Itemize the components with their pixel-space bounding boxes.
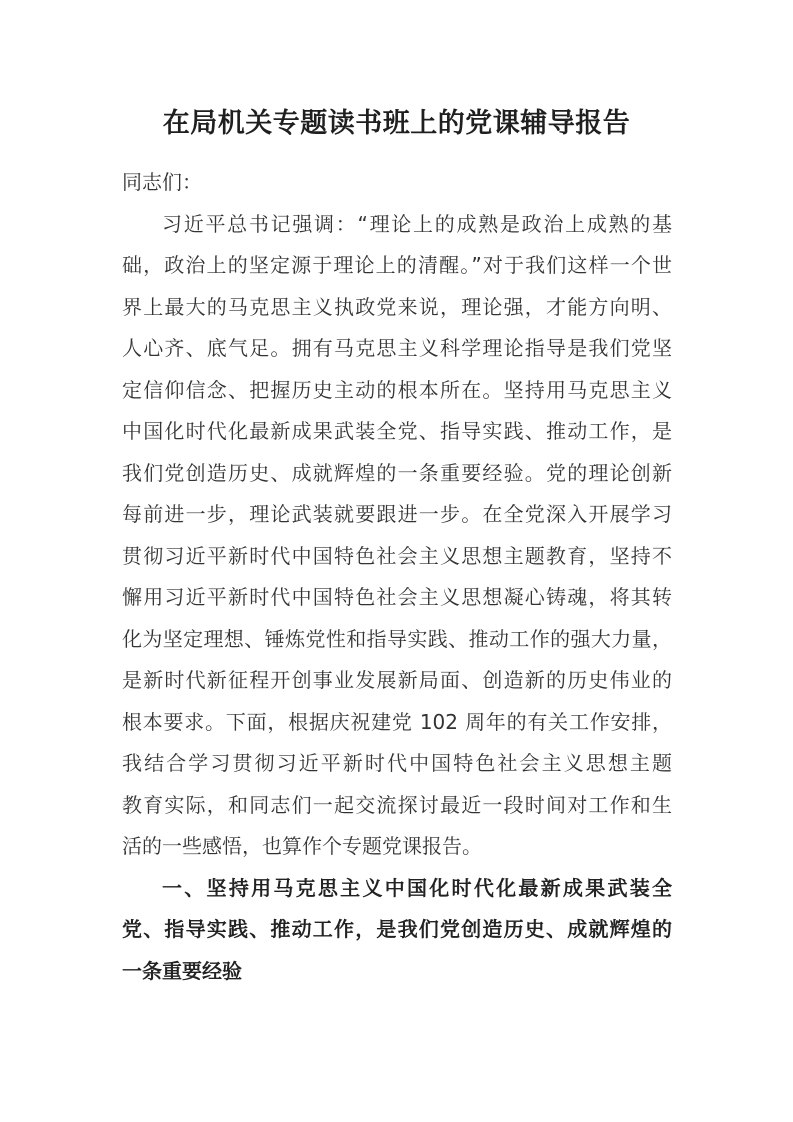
paragraph-line: 活的一些感悟，也算作个专题党课报告。: [122, 834, 482, 858]
paragraph-line: 教育实际，和同志们一起交流探讨最近一段时间对工作和生: [122, 793, 672, 817]
paragraph-line: 中国化时代化最新成果武装全党、指导实践、推动工作，是: [122, 419, 672, 443]
section-heading-line: 一条重要经验: [122, 959, 242, 983]
paragraph-line: 界上最大的马克思主义执政党来说，理论强，才能方向明、: [122, 295, 672, 319]
paragraph-line: 是新时代新征程开创事业发展新局面、创造新的历史伟业的: [122, 668, 672, 692]
paragraph-line: 贯彻习近平新时代中国特色社会主义思想主题教育，坚持不: [122, 544, 672, 568]
paragraph-line: 根本要求。下面，根据庆祝建党 102 周年的有关工作安排，: [122, 710, 672, 734]
paragraph-line: 每前进一步，理论武装就要跟进一步。在全党深入开展学习: [122, 502, 672, 526]
paragraph-line: 础，政治上的坚定源于理论上的清醒。”对于我们这样一个世: [122, 253, 672, 277]
paragraph-line: 人心齐、底气足。拥有马克思主义科学理论指导是我们党坚: [122, 336, 672, 360]
paragraph-line: 我们党创造历史、成就辉煌的一条重要经验。党的理论创新: [122, 461, 672, 485]
paragraph-line: 我结合学习贯彻习近平新时代中国特色社会主义思想主题: [122, 751, 672, 775]
salutation: 同志们：: [122, 170, 202, 194]
paragraph-line: 化为坚定理想、锤炼党性和指导实践、推动工作的强大力量，: [122, 627, 672, 651]
paragraph-line: 定信仰信念、把握历史主动的根本所在。坚持用马克思主义: [122, 378, 672, 402]
section-heading-line: 党、指导实践、推动工作，是我们党创造历史、成就辉煌的: [122, 917, 672, 941]
paragraph-line: 习近平总书记强调：“理论上的成熟是政治上成熟的基: [162, 212, 672, 236]
paragraph-line: 懈用习近平新时代中国特色社会主义思想凝心铸魂，将其转: [122, 585, 672, 609]
document-title: 在局机关专题读书班上的党课辅导报告: [162, 108, 631, 139]
section-heading-line: 一、坚持用马克思主义中国化时代化最新成果武装全: [162, 876, 672, 900]
